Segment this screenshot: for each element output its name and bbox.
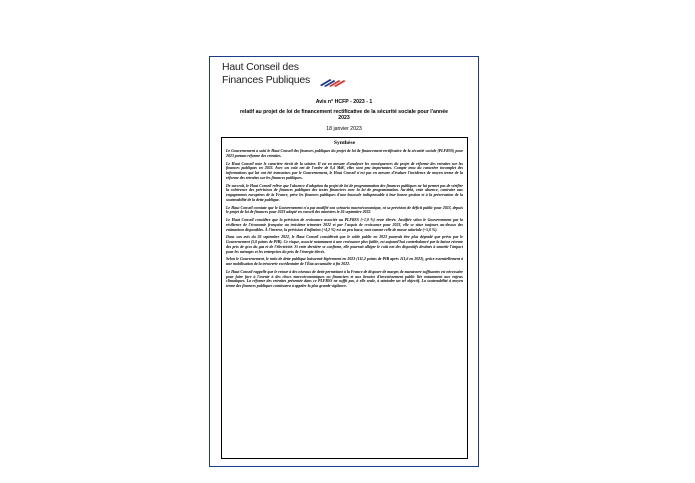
logo-line-2: Finances Publiques (222, 73, 311, 86)
synthese-paragraph: Le Haut Conseil constate que le Gouvernement n'a pas modifié son scénario macroéconomique, ni sa prévision de déficit public pour 2023, depuis le projet de loi de finances pour 2023 adopté en conseil des ministres le 26 septembre 2022. (226, 205, 463, 215)
hcfp-logo (222, 61, 362, 86)
avis-number: Avis n° HCFP - 2023 - 1 (315, 99, 373, 105)
logo-line-1: Haut Conseil des (222, 61, 299, 73)
synthese-box (221, 137, 468, 459)
synthese-paragraph: Selon le Gouvernement, le ratio de dette publique baisserait légèrement en 2023 (111,2 points de PIB après 111,6 en 2022), grâce essentiellement à une mobilisation de la trésorerie excédentaire de l'État accumulée à fin 2022. (226, 257, 463, 267)
tricolor-stripes-icon (320, 77, 350, 87)
synthese-paragraph: Le Haut Conseil considère que la prévision de croissance associée au PLFRSS (+1,0 %) reste élevée. Justifiée selon le Gouvernement par la résilience de l'économie française au troisième trimestre 2022 et par l'acquis de croissance pour 2023, elle se situe toujours au-dessus des estimations disponibles. À l'inverse, la prévision d'inflation (+4,2 %) est un peu basse, tout comme celle de masse salariale (+5,0 %). (226, 218, 463, 232)
synthese-title: Synthèse (333, 140, 356, 146)
avis-date: 18 janvier 2023 (326, 126, 362, 132)
synthese-paragraph: Le Haut Conseil rappelle que le retour à des niveaux de dette permettant à la France de disposer de marges de manœuvre suffisantes est nécessaire pour faire face à l'avenir à des chocs macroéconomiques ou financiers et aux besoins d'investissement public liés notamment aux enjeux climatiques. La réforme des retraites présentée dans ce PLFRSS ne suffit pas, à elle seule, à atteindre un tel objectif. La soutenabilité à moyen terme des finances publiques continuera à appeler la plus grande vigilance. (226, 270, 463, 289)
document-page (209, 56, 479, 467)
avis-subject: relatif au projet de loi de financement rectificative de la sécurité sociale pour l'année 2023 (240, 109, 448, 122)
synthese-paragraph: Le Gouvernement a saisi le Haut Conseil des finances publiques du projet de loi de financement rectificative de la sécurité sociale (PLFRSS) pour 2023 portant réforme des retraites. (226, 149, 463, 158)
synthese-paragraph: Dans son avis du 26 septembre 2022, le Haut Conseil considérait que le solde public en 2023 pourrait être plus dégradé que prévu par le Gouvernement (5,0 points de PIB). Ce risque, associé notamment à une croissance plus faible, est aujourd'hui contrebalancé par la baisse récente des prix de gros du gaz et de l'électricité. Si cette dernière se confirme, elle pourrait alléger le coût net des dispositifs destinés à amortir l'impact pour les ménages et les entreprises du prix de l'énergie élevés. (226, 235, 463, 254)
synthese-paragraph: Le Haut Conseil note le caractère étroit de la saisine. Il est en mesure d'analyser les conséquences du projet de réforme des retraites sur les finances publiques en 2023. Avec un coût net de l'ordre de 0,4 Md€, elles sont peu importantes. Compte tenu du caractère incomplet des informations qui lui ont été transmises par le Gouvernement, le Haut Conseil n'est pas en mesure d'évaluer l'incidence de moyen terme de la réforme des retraites sur les finances publiques. (226, 161, 463, 180)
synthese-paragraph: De surcroît, le Haut Conseil relève que l'absence d'adoption du projet de loi de programmation des finances publiques ne lui permet pas de vérifier la cohérence des prévisions de finances publiques des textes financiers avec la loi de programmation. Au-delà, cette absence, contraire aux engagements européens de la France, prive les finances publiques d'une boussole indispensable à leur bonne gestion et à la préservation de la soutenabilité de la dette publique. (226, 183, 463, 202)
